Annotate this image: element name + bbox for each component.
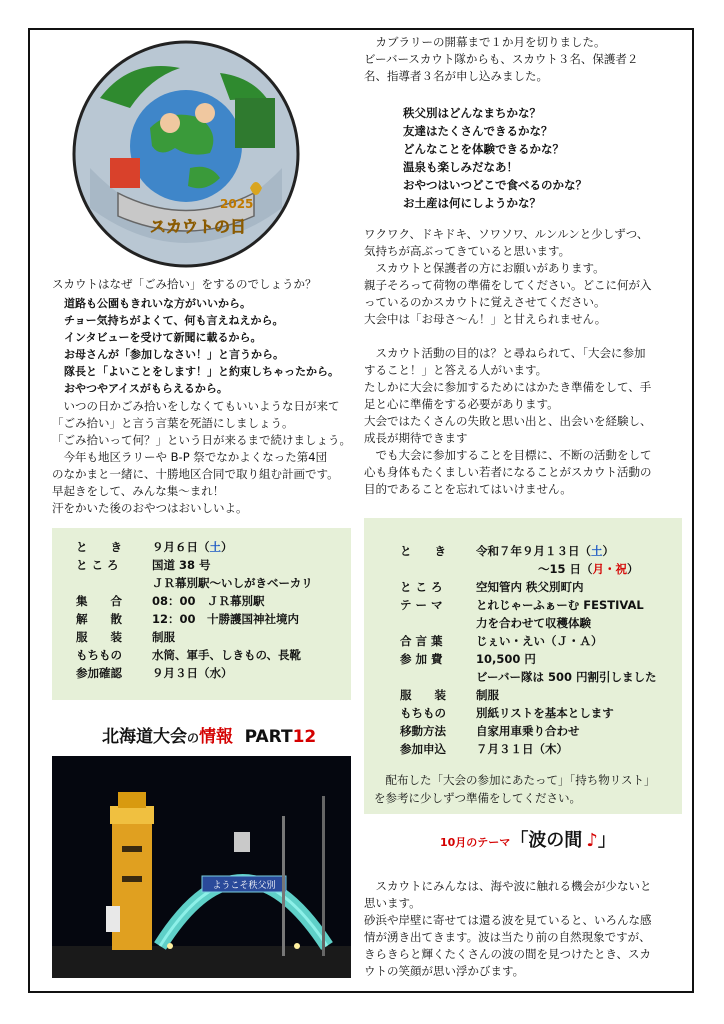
where-label: と こ ろ	[400, 580, 443, 594]
reason: インタビューを受けて新聞に載るから。	[64, 331, 262, 344]
items-label: もちもの	[400, 706, 446, 720]
text-line: っているのかスカウトに覚えさせてください。	[364, 295, 606, 309]
end-value: 12：00 十勝護国神社境内	[152, 612, 300, 626]
where-value-2: ＪＲ幕別駅～いしがきベーカリ	[152, 576, 313, 590]
left-body	[52, 398, 351, 517]
transport-value: 自家用車乗り合わせ	[476, 724, 580, 738]
call-value: じぇい・えい（Ｊ・Ａ）	[476, 634, 603, 648]
monthly-theme-header: 10月のテーマ「波の間 ♪」	[440, 830, 616, 851]
where-value: 空知管内 秩父別町内	[476, 580, 584, 594]
text-line: 今年も地区ラリーや B-P 祭でなかよくなった第4団	[52, 450, 328, 464]
text-line: 「ごみ拾いって何？」という日が来るまで続けましょう。	[52, 433, 351, 447]
blank-line	[364, 328, 652, 345]
theme-value-2: 力を合わせて収穫体験	[476, 616, 591, 630]
text-line: スカウトと保護者の方にお願いがあります。	[364, 261, 605, 275]
confirm-label: 参加確認	[76, 666, 122, 680]
when-label: と き	[76, 540, 122, 554]
question: 友達はたくさんできるかな？	[403, 124, 553, 138]
logo-caption: スカウトの日	[150, 217, 247, 236]
logo-year: 2025	[220, 197, 254, 211]
note-line: を参考に少しずつ準備をしてください。	[374, 791, 581, 805]
text-line: 足と心に準備をする必要があります。	[364, 397, 559, 411]
text-line: スカウト活動の目的は？と尋ねられて、「大会に参加	[364, 346, 646, 360]
meet-value: 08：00 ＪＲ幕別駅	[152, 594, 265, 608]
text-line: 汗をかいた後のおやつはおいしいよ。	[52, 501, 248, 515]
reason: お母さんが「参加しなさい！」と言うから。	[64, 348, 284, 361]
fee-value: 10,500 円	[476, 652, 536, 666]
jamboree-event-panel	[364, 518, 682, 814]
note-line: 配布した「大会の参加にあたって」「持ち物リスト」	[374, 773, 656, 787]
questions-list	[403, 104, 587, 212]
text-line: すること！」と答える人がいます。	[364, 363, 548, 377]
text-line: でも大会に参加することを目標に、不断の活動をして	[364, 448, 652, 462]
text-line: 目的であることを忘れてはいけません。	[364, 482, 572, 496]
hokkaido-info-title: 北海道大会の情報 PART12	[102, 727, 317, 747]
reason: 隊長と「よいことをします！」と約束しちゃったから。	[64, 365, 339, 378]
text-line: 心も身体もたくましい若者になることがスカウト活動の	[364, 465, 652, 479]
text-line: 名、指導者３名が申し込みました。	[364, 69, 548, 83]
reason: おやつやアイスがもらえるから。	[64, 382, 228, 395]
text-line: スカウトにみんなは、海や波に触れる機会が少ないと	[364, 879, 652, 893]
text-line: 大会中は「お母さ～ん！」と甘えられません。	[364, 312, 607, 326]
text-line: 成長が期待できます	[364, 431, 468, 445]
question: おやつはいつどこで食べるのかな？	[403, 178, 587, 192]
confirm-value: ９月３日（水）	[152, 666, 233, 680]
music-note-icon: ♪	[586, 830, 598, 851]
where-value: 国道 38 号	[152, 558, 211, 572]
apply-value: ７月３１日（木）	[476, 742, 568, 756]
end-label: 解 散	[76, 612, 122, 626]
fee-label: 参 加 費	[400, 652, 443, 666]
text-line: 情が湧き出てきます。波は当たり前の自然現象ですが、	[364, 930, 651, 944]
items-value: 別紙リストを基本とします	[476, 706, 614, 720]
when-value: 令和７年９月１３日（土）	[476, 544, 614, 558]
text-line: ウトの笑顔が思い浮かびます。	[364, 964, 525, 978]
meet-label: 集 合	[76, 594, 122, 608]
dress-value: 制服	[152, 630, 175, 644]
theme-body	[364, 878, 652, 980]
call-label: 合 言 葉	[400, 634, 443, 648]
reasons-list	[64, 295, 339, 397]
left-intro	[52, 276, 317, 293]
question: 温泉も楽しみだなあ！	[403, 160, 518, 174]
text-line: 早起きをして、みんな集～まれ！	[52, 484, 225, 498]
text-line: 「ごみ拾い」と言う言葉を死語にしましょう。	[52, 416, 294, 430]
dress-value: 制服	[476, 688, 499, 702]
text-line: 思います。	[364, 896, 421, 910]
when-value-2: ～15 日（月・祝）	[538, 562, 639, 576]
text-line: 気持ちが高ぶってきていると思います。	[364, 244, 571, 258]
text-line: 親子そろって荷物の準備をしてください。どこに何が入	[364, 278, 652, 292]
dress-label: 服 装	[400, 688, 446, 702]
question: お土産は何にしようかな？	[403, 196, 541, 210]
theme-label: テ ー マ	[400, 598, 443, 612]
night-arch-photo	[52, 756, 351, 978]
text-line: たしかに大会に参加するためにはかたき準備をして、手	[364, 380, 652, 394]
text-line: ビーバースカウト隊からも、スカウト３名、保護者２	[364, 52, 639, 66]
items-label: もちもの	[76, 648, 122, 662]
text-line: カブラリーの開幕まで１か月を切りました。	[364, 35, 606, 49]
dress-label: 服 装	[76, 630, 122, 644]
arch-sign-text: ようこそ秩父別	[212, 881, 276, 891]
text-line: いつの日かごみ拾いをしなくてもいいような日が来て	[52, 399, 340, 413]
question: 秩父別はどんなまちかな？	[403, 106, 541, 120]
when-value: ９月６日（土）	[152, 540, 233, 554]
question: どんなことを体験できるかな？	[403, 142, 564, 156]
apply-label: 参加申込	[400, 742, 446, 756]
right-intro	[364, 34, 638, 85]
transport-label: 移動方法	[400, 724, 446, 738]
items-value: 水筒、軍手、しきもの、長靴	[152, 648, 302, 662]
text-line: 砂浜や岸壁に寄せては還る波を見ていると、いろんな感	[364, 913, 652, 927]
text-line: きらきらと輝くたくさんの波の間を見つけたとき、スカ	[364, 947, 652, 961]
when-label: と き	[400, 544, 446, 558]
right-body	[364, 226, 652, 498]
text-line: 大会ではたくさんの失敗と思い出と、出会いを経験し、	[364, 414, 652, 428]
intro-question: スカウトはなぜ「ごみ拾い」をするのでしょうか？	[52, 277, 317, 291]
reason: 道路も公園もきれいな方がいいから。	[64, 297, 251, 310]
fee-note: ビーバー隊は 500 円割引しました	[476, 670, 657, 684]
theme-value: とれじゃーふぁーむ FESTIVAL	[476, 598, 644, 612]
reason: チョー気持ちがよくて、何も言えねえから。	[64, 314, 284, 327]
cleanup-event-panel	[52, 528, 351, 700]
scout-day-logo	[70, 38, 302, 270]
text-line: ワクワク、ドキドキ、ソワソワ、ルンルンと少しずつ、	[364, 227, 649, 241]
where-label: と こ ろ	[76, 558, 119, 572]
text-line: のなかまと一緒に、十勝地区合同で取り組む計画です。	[52, 467, 339, 481]
